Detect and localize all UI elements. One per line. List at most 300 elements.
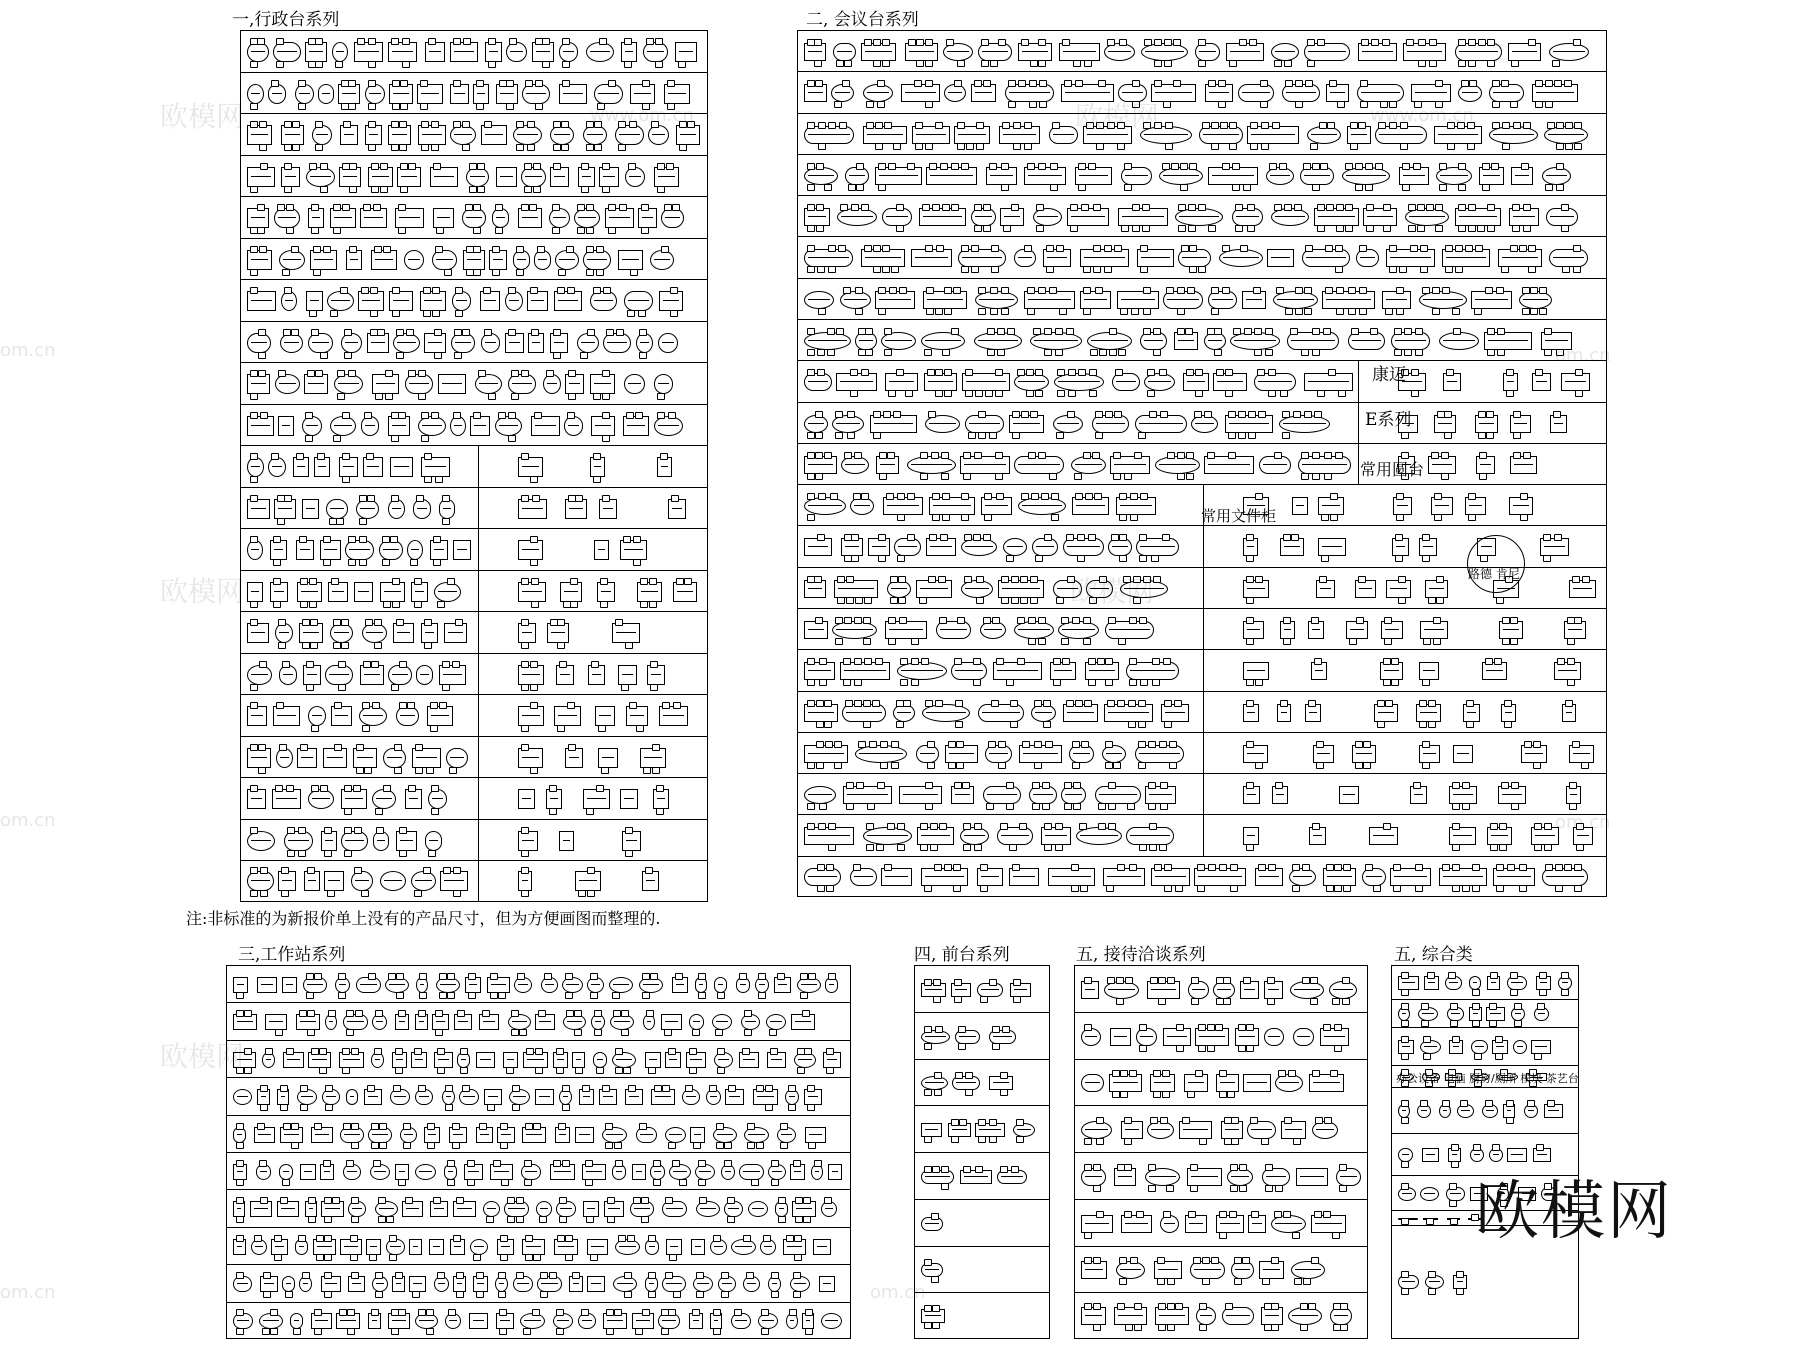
chair-symbol (1119, 493, 1127, 500)
chair-symbol (1569, 782, 1577, 789)
chair-symbol (236, 992, 244, 999)
furniture-symbol (310, 250, 337, 270)
chair-symbol (437, 1067, 445, 1074)
furniture-symbol (462, 208, 486, 228)
chair-symbol (1219, 1232, 1227, 1239)
chair-symbol (276, 702, 284, 709)
chair-symbol (884, 864, 892, 871)
chair-symbol (335, 61, 343, 68)
chair-symbol (633, 559, 641, 566)
watermark-url: om.cn (0, 340, 56, 361)
chair-symbol (1177, 308, 1185, 315)
chair-symbol (951, 1119, 959, 1126)
chair-symbol (1323, 1211, 1331, 1218)
watermark-url: om.cn (1555, 345, 1611, 366)
chair-symbol (338, 973, 346, 980)
chair-symbol (861, 369, 869, 376)
chair-symbol (1457, 122, 1465, 129)
chair-symbol (1319, 122, 1327, 129)
chair-symbol (1553, 411, 1561, 418)
chair-symbol (342, 204, 350, 211)
chair-symbol (394, 744, 402, 751)
chair-symbol (1153, 328, 1161, 335)
chair-symbol (1117, 122, 1125, 129)
chair-symbol (302, 619, 310, 626)
chair-symbol (1391, 679, 1399, 686)
chair-symbol (1096, 1138, 1104, 1145)
chair-symbol (1178, 225, 1186, 232)
chair-symbol (1441, 473, 1449, 480)
chair-symbol (878, 163, 886, 170)
chair-symbol (728, 1085, 736, 1092)
chair-symbol (983, 204, 991, 211)
chair-symbol (805, 1309, 813, 1316)
chair-symbol (587, 890, 595, 897)
furniture-symbol (691, 1239, 705, 1255)
chair-symbol (853, 864, 861, 871)
chair-symbol (758, 973, 766, 980)
chair-symbol (628, 1085, 636, 1092)
chair-symbol (1248, 411, 1256, 418)
chair-symbol (1211, 308, 1219, 315)
chair-symbol (1410, 245, 1418, 252)
chair-symbol (284, 121, 292, 128)
chair-symbol (323, 559, 331, 566)
symbol-row (1075, 966, 1367, 1013)
furniture-symbol (483, 1201, 500, 1217)
chair-symbol (1435, 225, 1443, 232)
chair-symbol (338, 992, 346, 999)
chair-symbol (368, 38, 376, 45)
chair-symbol (414, 578, 422, 585)
chair-symbol (1028, 638, 1036, 645)
chair-symbol (1077, 555, 1085, 562)
chair-symbol (403, 1123, 411, 1130)
furniture-symbol (360, 665, 384, 685)
chair-symbol (657, 412, 665, 419)
furniture-symbol (618, 665, 637, 685)
chair-symbol (1312, 473, 1320, 480)
chair-symbol (989, 1136, 997, 1143)
chair-symbol (250, 269, 258, 276)
chair-symbol (1432, 308, 1440, 315)
chair-symbol (1506, 1117, 1514, 1124)
chair-symbol (1006, 679, 1014, 686)
chair-symbol (845, 700, 853, 707)
chair-symbol (314, 1328, 322, 1335)
chair-symbol (363, 204, 371, 211)
chair-symbol (593, 453, 601, 460)
chair-symbol (1195, 369, 1203, 376)
chair-symbol (1444, 432, 1452, 439)
chair-symbol (1310, 143, 1318, 150)
chair-symbol (1432, 287, 1440, 294)
chair-symbol (924, 1259, 932, 1266)
chair-symbol (624, 1291, 632, 1298)
chair-symbol (343, 1123, 351, 1130)
chair-symbol (897, 823, 905, 830)
chair-symbol (1303, 1278, 1311, 1285)
chair-symbol (942, 514, 950, 521)
chair-symbol (976, 576, 984, 583)
chair-symbol (807, 679, 815, 686)
chair-symbol (300, 1104, 308, 1111)
chair-symbol (351, 1048, 359, 1055)
chair-symbol (935, 369, 943, 376)
chair-symbol (1128, 700, 1136, 707)
chair-symbol (1429, 60, 1437, 67)
furniture-symbol (416, 665, 433, 685)
chair-symbol (553, 144, 561, 151)
chair-symbol (1393, 864, 1401, 871)
chair-symbol (331, 578, 339, 585)
chair-symbol (287, 850, 295, 857)
chair-symbol (498, 992, 506, 999)
furniture-symbol (433, 208, 454, 228)
chair-symbol (521, 619, 529, 626)
chair-symbol (818, 308, 826, 315)
chair-symbol (1332, 998, 1340, 1005)
chair-symbol (804, 1048, 812, 1055)
furniture-symbol (388, 665, 412, 685)
chair-symbol (1458, 204, 1466, 211)
chair-symbol (1468, 60, 1476, 67)
furniture-symbol (1117, 291, 1159, 309)
chair-symbol (980, 885, 988, 892)
furniture-symbol (712, 1014, 732, 1030)
chair-symbol (1142, 225, 1150, 232)
furniture-symbol (648, 125, 669, 145)
chair-symbol (530, 767, 538, 774)
chair-symbol (942, 349, 950, 356)
chair-symbol (1280, 700, 1288, 707)
chair-symbol (1396, 493, 1404, 500)
chair-symbol (921, 658, 929, 665)
chair-symbol (396, 992, 404, 999)
chair-symbol (593, 476, 601, 483)
chair-symbol (1007, 328, 1015, 335)
chair-symbol (355, 1010, 363, 1017)
chair-symbol (1497, 349, 1505, 356)
chair-symbol (453, 121, 461, 128)
chair-symbol (856, 184, 864, 191)
chair-symbol (1159, 741, 1167, 748)
chair-symbol (884, 349, 892, 356)
chair-symbol (1114, 245, 1122, 252)
chair-symbol (316, 1254, 324, 1261)
chair-symbol (298, 1235, 306, 1242)
furniture-symbol (521, 167, 546, 187)
furniture-symbol (415, 1164, 436, 1180)
chair-symbol (236, 1123, 244, 1130)
chair-symbol (1467, 143, 1475, 150)
chair-symbol (291, 329, 299, 336)
chair-symbol (1468, 39, 1476, 46)
chair-symbol (1478, 411, 1486, 418)
chair-symbol (828, 844, 836, 851)
chair-symbol (1534, 823, 1542, 830)
chair-symbol (629, 121, 637, 128)
chair-symbol (1512, 204, 1520, 211)
chair-symbol (1056, 597, 1064, 604)
chair-symbol (258, 329, 266, 336)
chair-symbol (1036, 204, 1044, 211)
furniture-symbol (1469, 976, 1481, 990)
chair-symbol (1400, 122, 1408, 129)
chair-symbol (307, 1010, 315, 1017)
chair-symbol (1492, 1144, 1500, 1151)
furniture-symbol (813, 1239, 831, 1255)
furniture-symbol (636, 333, 653, 353)
chair-symbol (715, 1029, 723, 1036)
chair-symbol (377, 329, 385, 336)
chair-symbol (925, 245, 933, 252)
chair-symbol (672, 204, 680, 211)
chair-symbol (976, 597, 984, 604)
chair-symbol (431, 144, 439, 151)
chair-symbol (1215, 1024, 1223, 1031)
chair-symbol (383, 785, 391, 792)
row-divider (1358, 403, 1359, 443)
chair-symbol (931, 452, 939, 459)
chair-symbol (1544, 844, 1552, 851)
chair-symbol (371, 186, 379, 193)
chair-symbol (1208, 225, 1216, 232)
chair-symbol (815, 473, 823, 480)
chair-symbol (374, 619, 382, 626)
chair-symbol (1343, 885, 1351, 892)
chair-symbol (1312, 452, 1320, 459)
chair-symbol (1539, 287, 1547, 294)
chair-symbol (435, 1010, 443, 1017)
chair-symbol (1199, 1138, 1207, 1145)
chair-symbol (516, 121, 524, 128)
chair-symbol (925, 700, 933, 707)
chair-symbol (1417, 225, 1425, 232)
chair-symbol (507, 1197, 515, 1204)
chair-symbol (418, 1085, 426, 1092)
chair-symbol (1067, 576, 1075, 583)
chair-symbol (1554, 80, 1562, 87)
chair-symbol (1001, 308, 1009, 315)
furniture-symbol (645, 1052, 661, 1068)
chair-symbol (1084, 1232, 1092, 1239)
chair-symbol (324, 1216, 332, 1223)
furniture-symbol (281, 125, 304, 145)
chair-symbol (1049, 473, 1057, 480)
chair-symbol (488, 393, 496, 400)
chair-symbol (643, 767, 651, 774)
chair-symbol (527, 144, 535, 151)
chair-symbol (1244, 328, 1252, 335)
furniture-symbol (429, 1239, 444, 1255)
chair-symbol (1153, 576, 1161, 583)
furniture-symbol (356, 499, 379, 519)
chair-symbol (1051, 493, 1059, 500)
chair-symbol (1262, 1278, 1270, 1285)
furniture-symbol (1513, 1040, 1527, 1054)
furniture-symbol (346, 1089, 358, 1105)
chair-symbol (340, 287, 348, 294)
chair-symbol (1055, 349, 1063, 356)
chair-symbol (557, 1235, 565, 1242)
chair-symbol (1450, 1020, 1458, 1027)
chair-symbol (1358, 576, 1366, 583)
chair-symbol (998, 741, 1006, 748)
chair-symbol (395, 1272, 403, 1279)
chair-symbol (1162, 1070, 1170, 1077)
chair-symbol (1038, 638, 1046, 645)
chair-symbol (1356, 617, 1364, 624)
chair-symbol (769, 1029, 777, 1036)
chair-symbol (511, 393, 519, 400)
chair-symbol (1401, 1288, 1409, 1295)
chair-symbol (437, 1048, 445, 1055)
chair-symbol (1108, 803, 1116, 810)
chair-symbol (807, 122, 815, 129)
furniture-symbol (247, 125, 272, 145)
chair-symbol (655, 38, 663, 45)
chair-symbol (236, 1272, 244, 1279)
chair-symbol (1428, 721, 1436, 728)
chair-symbol (1492, 101, 1500, 108)
chair-symbol (1452, 823, 1460, 830)
chair-symbol (414, 890, 422, 897)
chair-symbol (1039, 101, 1047, 108)
chair-symbol (562, 1104, 570, 1111)
chair-symbol (259, 144, 267, 151)
chair-symbol (1545, 864, 1553, 871)
furniture-symbol (380, 871, 406, 891)
meeting-series-title: 二, 会议台系列 (806, 10, 919, 30)
chair-symbol (623, 1067, 631, 1074)
chair-symbol (1225, 369, 1233, 376)
chair-symbol (300, 578, 308, 585)
chair-symbol (778, 1197, 786, 1204)
chair-symbol (1138, 721, 1146, 728)
chair-symbol (878, 534, 886, 541)
chair-symbol (1312, 1070, 1320, 1077)
chair-symbol (477, 163, 485, 170)
chair-symbol (423, 287, 431, 294)
chair-symbol (835, 617, 843, 624)
chair-symbol (1120, 1091, 1128, 1098)
furniture-symbol (383, 748, 406, 768)
chair-symbol (323, 1160, 331, 1167)
chair-symbol (456, 1272, 464, 1279)
chair-symbol (1177, 452, 1185, 459)
furniture-symbol (1293, 1028, 1314, 1046)
furniture-symbol (326, 499, 348, 519)
chair-symbol (1442, 1100, 1450, 1107)
symbol-row (798, 155, 1606, 196)
chair-symbol (1255, 576, 1263, 583)
chair-symbol (254, 1235, 262, 1242)
symbol-row (241, 446, 707, 488)
chair-symbol (1154, 39, 1162, 46)
chair-symbol (614, 1142, 622, 1149)
chair-symbol (619, 204, 627, 211)
chair-symbol (1504, 721, 1512, 728)
row-divider (478, 820, 479, 860)
furniture-symbol (1271, 43, 1299, 61)
chair-symbol (916, 60, 924, 67)
chair-symbol (1268, 369, 1276, 376)
furniture-symbol (368, 167, 393, 187)
chair-symbol (1035, 369, 1043, 376)
furniture-symbol (396, 831, 417, 851)
chair-symbol (807, 803, 815, 810)
chair-symbol (900, 658, 908, 665)
chair-symbol (572, 1272, 580, 1279)
chair-symbol (431, 785, 439, 792)
chair-symbol (1536, 1144, 1544, 1151)
chair-symbol (883, 411, 891, 418)
chair-symbol (861, 493, 869, 500)
furniture-symbol (393, 623, 414, 643)
chair-symbol (499, 1309, 507, 1316)
chair-symbol (1422, 762, 1430, 769)
symbol-row (798, 279, 1606, 320)
chair-symbol (1225, 390, 1233, 397)
chair-symbol (580, 352, 588, 359)
furniture-symbol (554, 706, 581, 726)
chair-symbol (1229, 1211, 1237, 1218)
chair-symbol (344, 850, 352, 857)
chair-symbol (756, 1142, 764, 1149)
chair-symbol (824, 700, 832, 707)
furniture-symbol (518, 457, 543, 477)
chair-symbol (932, 204, 940, 211)
chair-symbol (236, 1010, 244, 1017)
chair-symbol (1254, 349, 1262, 356)
chair-symbol (1574, 143, 1582, 150)
symbol-row (915, 1060, 1049, 1106)
furniture-symbol (363, 457, 383, 477)
chair-symbol (433, 1197, 441, 1204)
chair-symbol (878, 308, 886, 315)
chair-symbol (593, 287, 601, 294)
chair-symbol (257, 1123, 265, 1130)
chair-symbol (386, 1216, 394, 1223)
chair-symbol (989, 432, 997, 439)
furniture-symbol (506, 42, 527, 62)
chair-symbol (1324, 452, 1332, 459)
chair-symbol (1041, 493, 1049, 500)
chair-symbol (915, 122, 923, 129)
chair-symbol (882, 266, 890, 273)
chair-symbol (1140, 679, 1148, 686)
chair-symbol (717, 1048, 725, 1055)
chair-symbol (1359, 245, 1367, 252)
chair-symbol (1337, 101, 1345, 108)
chair-symbol (1032, 803, 1040, 810)
chair-symbol (265, 1048, 273, 1055)
furniture-symbol (338, 84, 360, 104)
chair-symbol (524, 1160, 532, 1167)
chair-symbol (826, 1067, 834, 1074)
chair-symbol (313, 269, 321, 276)
chair-symbol (1081, 204, 1089, 211)
chair-symbol (346, 1010, 354, 1017)
chair-symbol (897, 493, 905, 500)
chair-symbol (314, 1123, 322, 1130)
chair-symbol (1511, 60, 1519, 67)
chair-symbol (925, 80, 933, 87)
furniture-symbol (484, 1089, 502, 1105)
chair-symbol (1513, 122, 1521, 129)
chair-symbol (1428, 1288, 1436, 1295)
